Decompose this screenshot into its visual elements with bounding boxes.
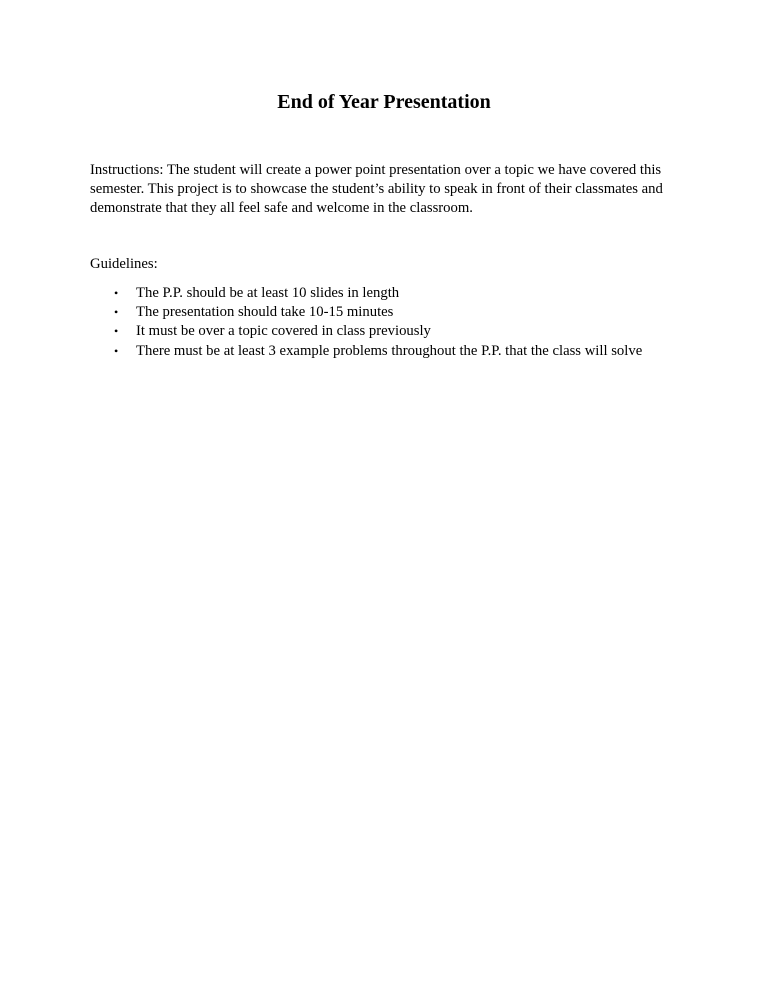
bullet-icon: • bbox=[114, 305, 119, 320]
guidelines-label: Guidelines: bbox=[90, 256, 158, 272]
guideline-text: The presentation should take 10-15 minutes bbox=[136, 304, 394, 321]
guideline-text: There must be at least 3 example problems throughout the P.P. that the class will solve bbox=[136, 342, 643, 359]
bullet-icon: • bbox=[114, 324, 119, 339]
guidelines-list bbox=[90, 284, 642, 361]
guideline-text: It must be over a topic covered in class previously bbox=[136, 323, 431, 340]
bullet-icon: • bbox=[114, 286, 119, 300]
list-item bbox=[90, 303, 642, 322]
instructions-paragraph: Instructions: The student will create a power point presentation over a topic we have covered this semester. This project is to showcase the student’s ability to speak in front of their classmates and demonstrate that they all feel safe and welcome in the classroom. bbox=[90, 162, 663, 216]
list-item bbox=[90, 284, 642, 303]
list-item bbox=[90, 342, 642, 361]
list-item bbox=[90, 322, 642, 341]
guideline-text: The P.P. should be at least 10 slides in length bbox=[136, 285, 400, 301]
document-title: End of Year Presentation bbox=[277, 91, 491, 113]
bullet-icon: • bbox=[114, 343, 119, 358]
